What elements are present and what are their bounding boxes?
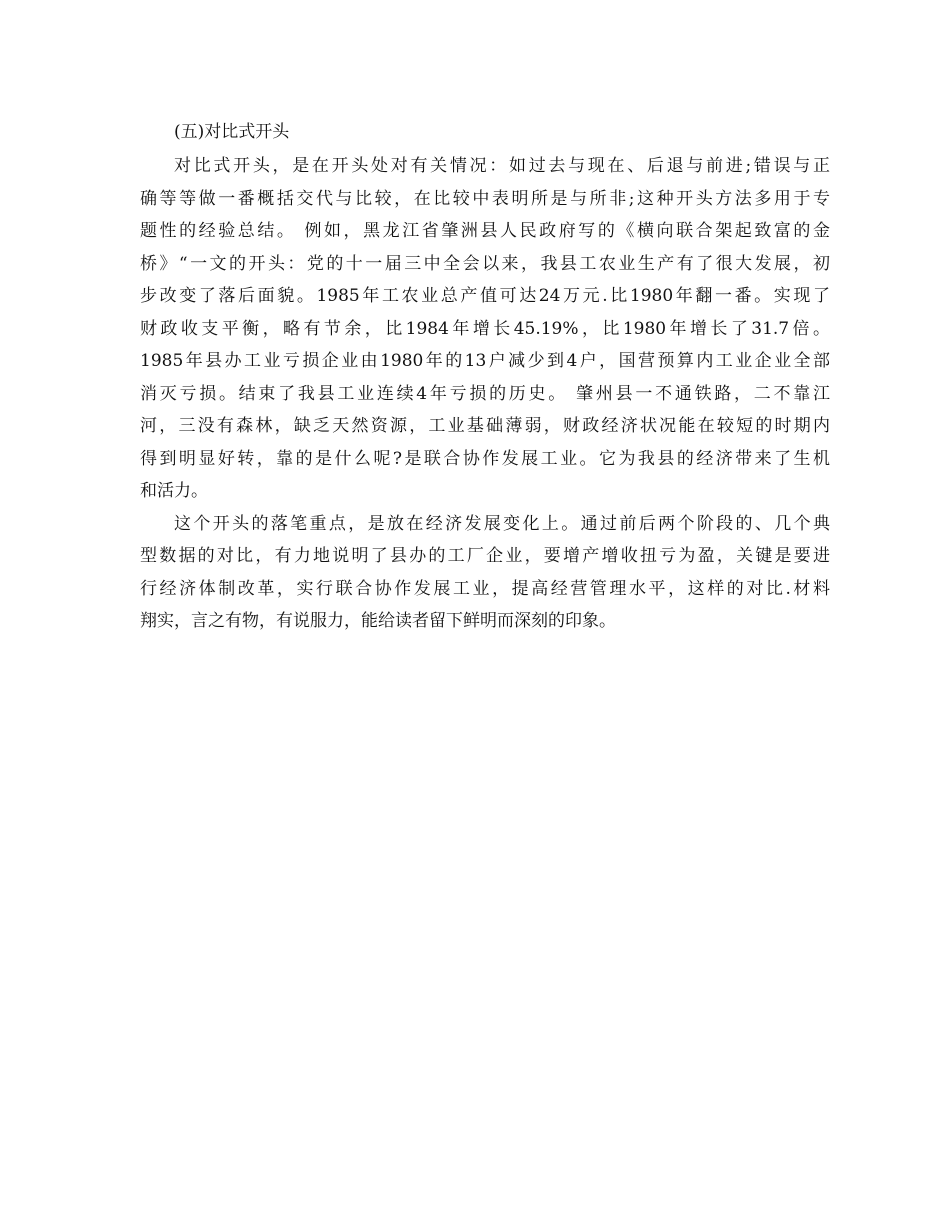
paragraph-line: 确等等做一番概括交代与比较，在比较中表明所是与所非;这种开头方法多用于专	[140, 188, 830, 209]
paragraph-line: 河，三没有森林，缺乏天然资源，工业基础薄弱，财政经济状况能在较短的时期内	[140, 416, 830, 436]
paragraph-line: 1985年县办工业亏损企业由1980年的13户减少到4户，国营预算内工业企业全部	[140, 351, 830, 371]
paragraph-line: 这个开头的落笔重点，是放在经济发展变化上。通过前后两个阶段的、几个典	[174, 513, 830, 534]
paragraph-line: 步改变了落后面貌。1985年工农业总产值可达24万元.比1980年翻一番。实现了	[140, 286, 830, 306]
page-content	[140, 117, 830, 638]
section-heading: (五)对比式开头	[174, 122, 290, 142]
paragraph-line: 型数据的对比，有力地说明了县办的工厂企业，要增产增收扭亏为盈，关键是要进	[140, 546, 830, 566]
paragraph-line: 得到明显好转，靠的是什么呢?是联合协作发展工业。它为我县的经济带来了生机	[140, 448, 830, 469]
paragraph-line: 消灭亏损。结束了我县工业连续4年亏损的历史。 肇州县一不通铁路，二不靠江	[140, 383, 830, 404]
paragraph-line: 翔实，言之有物，有说服力，能给读者留下鲜明而深刻的印象。	[140, 611, 616, 631]
paragraph-line: 桥》“一文的开头：党的十一届三中全会以来，我县工农业生产有了很大发展，初	[140, 253, 830, 274]
paragraph-line: 行经济体制改革，实行联合协作发展工业，提高经营管理水平，这样的对比.材料	[140, 578, 830, 599]
paragraph-line: 题性的经验总结。 例如，黑龙江省肇洲县人民政府写的《横向联合架起致富的金	[140, 221, 830, 241]
paragraph-line: 和活力。	[140, 481, 208, 501]
paragraph-line: 财政收支平衡，略有节余，比1984年增长45.19%，比1980年增长了31.7倍。	[140, 318, 830, 339]
paragraph-line: 对比式开头，是在开头处对有关情况：如过去与现在、后退与前进;错误与正	[174, 156, 830, 176]
paragraph-2	[140, 508, 830, 638]
paragraph-1	[140, 150, 830, 508]
